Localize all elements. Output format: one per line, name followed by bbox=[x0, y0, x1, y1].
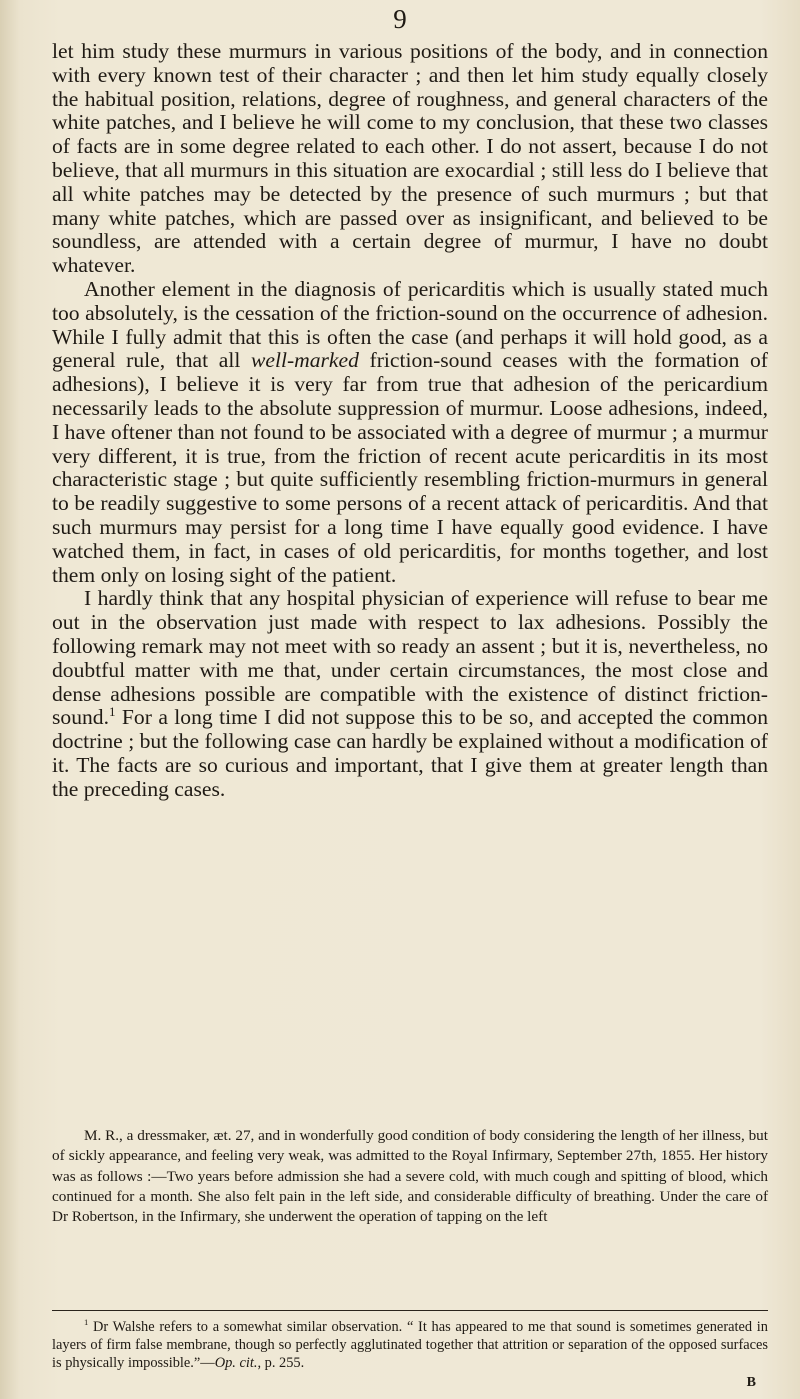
footnote-text bbox=[52, 1318, 768, 1372]
page-number: 9 bbox=[393, 4, 407, 34]
footnote bbox=[52, 1318, 768, 1372]
body-text bbox=[52, 40, 768, 802]
footnote-divider bbox=[52, 1310, 768, 1311]
signature-mark: B bbox=[746, 1375, 756, 1390]
paragraph-lax-adhesions bbox=[52, 587, 768, 801]
footnote-text-start: Dr Walshe refers to a somewhat similar observation. “ It has appeared to me that sound is sometimes generated in layers of firm false membrane, though so perfectly agglutinated together that attrition or separation of the opposed surfaces is physically impossible.”— bbox=[52, 1319, 768, 1371]
case-report bbox=[52, 1126, 768, 1227]
paragraph-2-middle: the occurrence of adhesion. While I fully admit that this is often the case (and perhaps it will hold good, as a general rule, that all bbox=[52, 300, 769, 373]
case-report-text: M. R., a dressmaker, æt. 27, and in wonderfully good condition of body considering the length of her illness, but of sickly appearance, and feeling very weak, was admitted to the Royal Infirmary, September 27th, 1855. Her history was as follows :—Two years before admission she had a severe cold, with much cough and spitting of blood, which continued for a month. She also felt pain in the left side, and considerable difficulty of breathing. Under the care of Dr Robertson, in the Infirmary, she underwent the operation of tapping on the left bbox=[52, 1127, 768, 1226]
paragraph-2-start: Another element in the diagnosis of pericarditis which is usually stated much too absolutely, is the cessation of the friction-sound on bbox=[52, 276, 768, 325]
footnote-reference: 1 bbox=[109, 704, 116, 720]
paragraph-continuation: let him study these murmurs in various positions of the body, and in connection with every known test of their character ; and then let him study equally closely the habitual position, relations, degree of roughness, and general characters of the white patches, and I believe he will come to my conclusion, that these two classes of facts are in some degree related to each other. I do not assert, because I do not believe, that all murmurs in this situation are exocardial ; still less do I believe that all white patches may be detected by the presence of such murmurs ; but that many white patches, which are passed over as insignificant, and believed to be soundless, are attended with a certain degree of murmur, I have no doubt whatever. bbox=[52, 39, 768, 278]
paragraph-2-rest: friction-sound ceases with the formation of adhesions), I believe it is very far from true that adhesion of the pericardium necessarily leads to the absolute suppression of murmur. Loose adhesions, indeed, I have oftener than not found to be associated with a degree of murmur ; a murmur very different, it is true, from the friction of recent acute pericarditis in its most characteristic stage ; but quite sufficiently resembling friction-murmurs in general to be readily suggestive to some persons of a recent attack of pericarditis. And that such murmurs may persist for a long time I have equally good evidence. I have watched them, in fact, in cases of old pericarditis, for months together, and lost them only on losing sight of the patient. bbox=[52, 348, 768, 587]
paragraph-3-rest: For a long time I did not suppose this to be so, and accepted the common doctrine ; but the following case can hardly be explained without a modification of it. The facts are so curious and important, that I give them at greater length than the preceding cases. bbox=[52, 705, 768, 801]
italic-phrase: well-marked bbox=[250, 348, 359, 373]
footnote-citation: Op. cit. bbox=[214, 1355, 258, 1371]
paragraph-adhesion-friction bbox=[52, 278, 768, 587]
footnote-text-end: , p. 255. bbox=[257, 1355, 305, 1371]
footnote-marker: 1 bbox=[84, 1317, 89, 1328]
paragraph-3-start: I hardly think that any hospital physician of experience will refuse to bear me out in the observation just made with respect to lax adhesions. Possibly the following remark may not meet with so ready an assent ; but it is, nevertheless, no doubtful matter with me that, under certain circumstances, the most close and dense adhesions possible are compatible with the existence of distinct friction-sound. bbox=[52, 586, 768, 730]
